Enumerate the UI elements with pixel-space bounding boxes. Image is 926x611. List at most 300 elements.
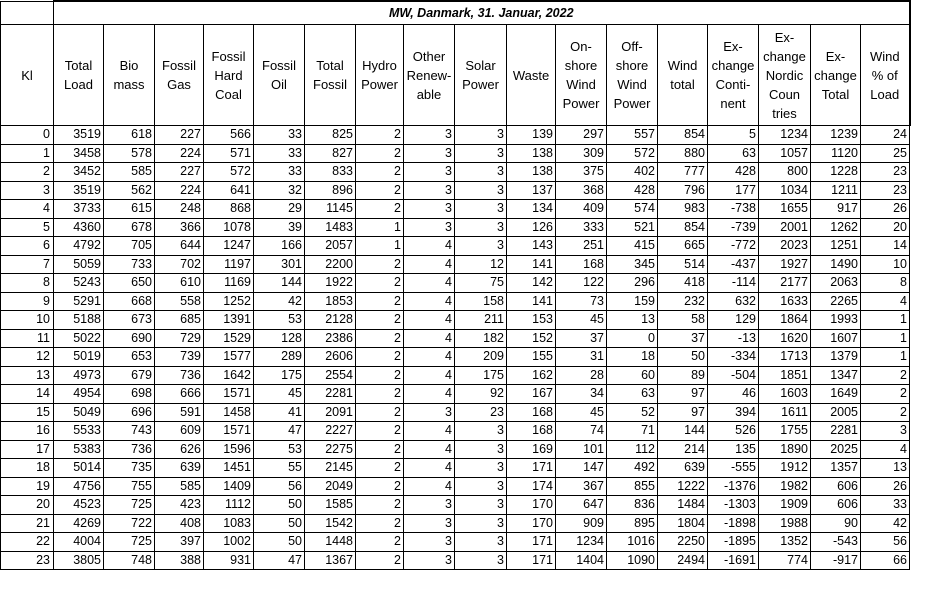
cell-waste[interactable]: 142 (507, 274, 556, 293)
cell-total-load[interactable]: 5533 (54, 422, 104, 441)
cell-waste[interactable]: 141 (507, 292, 556, 311)
cell-other-renewable[interactable]: 4 (404, 440, 455, 459)
cell-wind-pct-load[interactable]: 2 (861, 385, 910, 404)
table-title[interactable]: MW, Danmark, 31. Januar, 2022 (54, 1, 910, 25)
cell-hour[interactable]: 23 (1, 551, 54, 570)
cell-exchange-nordic[interactable]: 1713 (759, 348, 811, 367)
cell-fossil-oil[interactable]: 39 (254, 218, 305, 237)
cell-wind-pct-load[interactable]: 24 (861, 126, 910, 145)
cell-solar-power[interactable]: 3 (455, 496, 507, 515)
cell-solar-power[interactable]: 3 (455, 422, 507, 441)
cell-hour[interactable]: 7 (1, 255, 54, 274)
cell-exchange-total[interactable]: 1262 (811, 218, 861, 237)
cell-other-renewable[interactable]: 4 (404, 459, 455, 478)
cell-total-fossil[interactable]: 2554 (305, 366, 356, 385)
cell-waste[interactable]: 152 (507, 329, 556, 348)
cell-fossil-gas[interactable]: 248 (155, 200, 204, 219)
cell-exchange-continent[interactable]: -504 (708, 366, 759, 385)
cell-onshore-wind[interactable]: 31 (556, 348, 607, 367)
cell-wind-pct-load[interactable]: 26 (861, 477, 910, 496)
cell-waste[interactable]: 138 (507, 163, 556, 182)
cell-hour[interactable]: 5 (1, 218, 54, 237)
col-header-hour[interactable] (1, 25, 54, 126)
cell-waste[interactable]: 168 (507, 403, 556, 422)
cell-exchange-continent[interactable]: -739 (708, 218, 759, 237)
cell-exchange-continent[interactable]: 632 (708, 292, 759, 311)
cell-wind-total[interactable]: 665 (658, 237, 708, 256)
cell-fossil-hard-coal[interactable]: 1571 (204, 385, 254, 404)
cell-bio-mass[interactable]: 653 (104, 348, 155, 367)
cell-wind-total[interactable]: 37 (658, 329, 708, 348)
cell-total-fossil[interactable]: 1483 (305, 218, 356, 237)
cell-total-load[interactable]: 5243 (54, 274, 104, 293)
cell-offshore-wind[interactable]: 492 (607, 459, 658, 478)
cell-wind-pct-load[interactable]: 56 (861, 533, 910, 552)
cell-onshore-wind[interactable]: 375 (556, 163, 607, 182)
cell-exchange-nordic[interactable]: 1352 (759, 533, 811, 552)
cell-bio-mass[interactable]: 755 (104, 477, 155, 496)
cell-onshore-wind[interactable]: 333 (556, 218, 607, 237)
cell-fossil-gas[interactable]: 591 (155, 403, 204, 422)
cell-fossil-gas[interactable]: 408 (155, 514, 204, 533)
cell-onshore-wind[interactable]: 101 (556, 440, 607, 459)
cell-bio-mass[interactable]: 679 (104, 366, 155, 385)
cell-total-fossil[interactable]: 1542 (305, 514, 356, 533)
cell-total-fossil[interactable]: 2200 (305, 255, 356, 274)
cell-offshore-wind[interactable]: 402 (607, 163, 658, 182)
cell-wind-pct-load[interactable]: 8 (861, 274, 910, 293)
cell-total-fossil[interactable]: 2128 (305, 311, 356, 330)
cell-exchange-total[interactable]: 2025 (811, 440, 861, 459)
cell-waste[interactable]: 168 (507, 422, 556, 441)
cell-fossil-oil[interactable]: 175 (254, 366, 305, 385)
cell-exchange-continent[interactable]: -1376 (708, 477, 759, 496)
cell-fossil-gas[interactable]: 626 (155, 440, 204, 459)
cell-total-load[interactable]: 5014 (54, 459, 104, 478)
cell-waste[interactable]: 134 (507, 200, 556, 219)
cell-waste[interactable]: 141 (507, 255, 556, 274)
cell-exchange-nordic[interactable]: 1988 (759, 514, 811, 533)
cell-other-renewable[interactable]: 4 (404, 311, 455, 330)
col-header-total-fossil[interactable] (305, 25, 356, 126)
cell-fossil-hard-coal[interactable]: 1391 (204, 311, 254, 330)
cell-exchange-continent[interactable]: -555 (708, 459, 759, 478)
cell-fossil-gas[interactable]: 227 (155, 126, 204, 145)
cell-hour[interactable]: 15 (1, 403, 54, 422)
cell-bio-mass[interactable]: 585 (104, 163, 155, 182)
cell-offshore-wind[interactable]: 0 (607, 329, 658, 348)
cell-onshore-wind[interactable]: 45 (556, 403, 607, 422)
cell-other-renewable[interactable]: 3 (404, 200, 455, 219)
cell-exchange-nordic[interactable]: 800 (759, 163, 811, 182)
cell-offshore-wind[interactable]: 557 (607, 126, 658, 145)
cell-wind-pct-load[interactable]: 1 (861, 348, 910, 367)
cell-hydro-power[interactable]: 2 (356, 348, 404, 367)
cell-hydro-power[interactable]: 2 (356, 126, 404, 145)
cell-exchange-continent[interactable]: -1691 (708, 551, 759, 570)
cell-total-fossil[interactable]: 2275 (305, 440, 356, 459)
cell-exchange-nordic[interactable]: 1611 (759, 403, 811, 422)
cell-hour[interactable]: 16 (1, 422, 54, 441)
cell-wind-pct-load[interactable]: 3 (861, 422, 910, 441)
cell-total-fossil[interactable]: 896 (305, 181, 356, 200)
col-header-exchange-continent[interactable] (708, 25, 759, 126)
cell-fossil-hard-coal[interactable]: 1577 (204, 348, 254, 367)
cell-fossil-hard-coal[interactable]: 1252 (204, 292, 254, 311)
cell-hydro-power[interactable]: 2 (356, 440, 404, 459)
cell-bio-mass[interactable]: 690 (104, 329, 155, 348)
cell-hydro-power[interactable]: 2 (356, 533, 404, 552)
cell-fossil-oil[interactable]: 33 (254, 163, 305, 182)
cell-fossil-gas[interactable]: 685 (155, 311, 204, 330)
cell-onshore-wind[interactable]: 368 (556, 181, 607, 200)
cell-fossil-oil[interactable]: 41 (254, 403, 305, 422)
cell-total-load[interactable]: 5383 (54, 440, 104, 459)
cell-offshore-wind[interactable]: 71 (607, 422, 658, 441)
cell-wind-pct-load[interactable]: 4 (861, 292, 910, 311)
cell-offshore-wind[interactable]: 1090 (607, 551, 658, 570)
cell-exchange-continent[interactable]: 129 (708, 311, 759, 330)
cell-exchange-total[interactable]: 1993 (811, 311, 861, 330)
cell-exchange-nordic[interactable]: 1603 (759, 385, 811, 404)
cell-fossil-gas[interactable]: 644 (155, 237, 204, 256)
cell-solar-power[interactable]: 3 (455, 144, 507, 163)
cell-solar-power[interactable]: 75 (455, 274, 507, 293)
cell-exchange-nordic[interactable]: 1755 (759, 422, 811, 441)
cell-total-load[interactable]: 4792 (54, 237, 104, 256)
cell-fossil-gas[interactable]: 729 (155, 329, 204, 348)
col-header-solar-power[interactable] (455, 25, 507, 126)
cell-onshore-wind[interactable]: 37 (556, 329, 607, 348)
cell-exchange-continent[interactable]: 135 (708, 440, 759, 459)
cell-fossil-gas[interactable]: 609 (155, 422, 204, 441)
cell-hour[interactable]: 0 (1, 126, 54, 145)
cell-exchange-nordic[interactable]: 1633 (759, 292, 811, 311)
cell-wind-total[interactable]: 58 (658, 311, 708, 330)
cell-solar-power[interactable]: 209 (455, 348, 507, 367)
cell-waste[interactable]: 167 (507, 385, 556, 404)
cell-offshore-wind[interactable]: 521 (607, 218, 658, 237)
cell-hydro-power[interactable]: 2 (356, 163, 404, 182)
cell-waste[interactable]: 143 (507, 237, 556, 256)
cell-onshore-wind[interactable]: 309 (556, 144, 607, 163)
cell-fossil-hard-coal[interactable]: 1197 (204, 255, 254, 274)
cell-solar-power[interactable]: 3 (455, 514, 507, 533)
cell-fossil-gas[interactable]: 224 (155, 144, 204, 163)
cell-wind-total[interactable]: 97 (658, 403, 708, 422)
cell-offshore-wind[interactable]: 574 (607, 200, 658, 219)
cell-exchange-total[interactable]: 1239 (811, 126, 861, 145)
cell-fossil-oil[interactable]: 50 (254, 533, 305, 552)
cell-exchange-nordic[interactable]: 1234 (759, 126, 811, 145)
cell-fossil-gas[interactable]: 224 (155, 181, 204, 200)
cell-solar-power[interactable]: 3 (455, 551, 507, 570)
cell-fossil-oil[interactable]: 56 (254, 477, 305, 496)
col-header-other-renewable[interactable] (404, 25, 455, 126)
cell-onshore-wind[interactable]: 297 (556, 126, 607, 145)
cell-solar-power[interactable]: 3 (455, 237, 507, 256)
cell-wind-total[interactable]: 2250 (658, 533, 708, 552)
cell-fossil-gas[interactable]: 558 (155, 292, 204, 311)
cell-hour[interactable]: 1 (1, 144, 54, 163)
cell-onshore-wind[interactable]: 45 (556, 311, 607, 330)
cell-exchange-total[interactable]: -917 (811, 551, 861, 570)
cell-fossil-gas[interactable]: 397 (155, 533, 204, 552)
cell-hour[interactable]: 22 (1, 533, 54, 552)
cell-other-renewable[interactable]: 3 (404, 551, 455, 570)
cell-solar-power[interactable]: 211 (455, 311, 507, 330)
cell-wind-total[interactable]: 232 (658, 292, 708, 311)
cell-exchange-continent[interactable]: -1898 (708, 514, 759, 533)
cell-exchange-total[interactable]: 1251 (811, 237, 861, 256)
cell-fossil-hard-coal[interactable]: 1169 (204, 274, 254, 293)
cell-fossil-hard-coal[interactable]: 1078 (204, 218, 254, 237)
cell-solar-power[interactable]: 3 (455, 440, 507, 459)
cell-bio-mass[interactable]: 748 (104, 551, 155, 570)
cell-hour[interactable]: 13 (1, 366, 54, 385)
cell-hydro-power[interactable]: 2 (356, 477, 404, 496)
cell-fossil-hard-coal[interactable]: 1571 (204, 422, 254, 441)
cell-other-renewable[interactable]: 4 (404, 292, 455, 311)
cell-fossil-gas[interactable]: 739 (155, 348, 204, 367)
cell-wind-total[interactable]: 89 (658, 366, 708, 385)
cell-exchange-total[interactable]: 1120 (811, 144, 861, 163)
cell-exchange-nordic[interactable]: 1655 (759, 200, 811, 219)
cell-onshore-wind[interactable]: 34 (556, 385, 607, 404)
cell-exchange-continent[interactable]: -13 (708, 329, 759, 348)
cell-solar-power[interactable]: 3 (455, 126, 507, 145)
cell-bio-mass[interactable]: 743 (104, 422, 155, 441)
cell-solar-power[interactable]: 12 (455, 255, 507, 274)
cell-other-renewable[interactable]: 4 (404, 329, 455, 348)
cell-hydro-power[interactable]: 2 (356, 292, 404, 311)
cell-hour[interactable]: 3 (1, 181, 54, 200)
cell-bio-mass[interactable]: 725 (104, 533, 155, 552)
cell-hydro-power[interactable]: 2 (356, 200, 404, 219)
cell-exchange-total[interactable]: 1228 (811, 163, 861, 182)
cell-wind-total[interactable]: 144 (658, 422, 708, 441)
cell-offshore-wind[interactable]: 428 (607, 181, 658, 200)
cell-fossil-oil[interactable]: 47 (254, 422, 305, 441)
cell-exchange-total[interactable]: 1347 (811, 366, 861, 385)
cell-onshore-wind[interactable]: 647 (556, 496, 607, 515)
cell-exchange-nordic[interactable]: 1864 (759, 311, 811, 330)
cell-hydro-power[interactable]: 2 (356, 403, 404, 422)
cell-hour[interactable]: 14 (1, 385, 54, 404)
cell-exchange-total[interactable]: 1490 (811, 255, 861, 274)
cell-exchange-nordic[interactable]: 1890 (759, 440, 811, 459)
cell-fossil-oil[interactable]: 128 (254, 329, 305, 348)
cell-fossil-gas[interactable]: 227 (155, 163, 204, 182)
cell-hour[interactable]: 18 (1, 459, 54, 478)
col-header-waste[interactable] (507, 25, 556, 126)
col-header-hydro-power[interactable] (356, 25, 404, 126)
cell-wind-total[interactable]: 854 (658, 218, 708, 237)
col-header-wind-total[interactable] (658, 25, 708, 126)
cell-total-fossil[interactable]: 2145 (305, 459, 356, 478)
cell-wind-pct-load[interactable]: 42 (861, 514, 910, 533)
cell-hydro-power[interactable]: 1 (356, 237, 404, 256)
cell-fossil-hard-coal[interactable]: 1247 (204, 237, 254, 256)
cell-offshore-wind[interactable]: 855 (607, 477, 658, 496)
cell-onshore-wind[interactable]: 122 (556, 274, 607, 293)
cell-hydro-power[interactable]: 2 (356, 385, 404, 404)
cell-other-renewable[interactable]: 3 (404, 126, 455, 145)
cell-other-renewable[interactable]: 3 (404, 496, 455, 515)
cell-exchange-total[interactable]: 90 (811, 514, 861, 533)
cell-wind-pct-load[interactable]: 66 (861, 551, 910, 570)
cell-total-fossil[interactable]: 2227 (305, 422, 356, 441)
cell-fossil-oil[interactable]: 45 (254, 385, 305, 404)
cell-fossil-oil[interactable]: 47 (254, 551, 305, 570)
cell-solar-power[interactable]: 3 (455, 181, 507, 200)
cell-hour[interactable]: 4 (1, 200, 54, 219)
cell-wind-pct-load[interactable]: 33 (861, 496, 910, 515)
corner-cell[interactable] (1, 1, 54, 25)
cell-hydro-power[interactable]: 2 (356, 366, 404, 385)
cell-hour[interactable]: 6 (1, 237, 54, 256)
cell-onshore-wind[interactable]: 409 (556, 200, 607, 219)
cell-wind-total[interactable]: 97 (658, 385, 708, 404)
cell-hydro-power[interactable]: 2 (356, 514, 404, 533)
cell-total-fossil[interactable]: 1922 (305, 274, 356, 293)
cell-exchange-continent[interactable]: -1895 (708, 533, 759, 552)
cell-exchange-continent[interactable]: -114 (708, 274, 759, 293)
cell-hydro-power[interactable]: 1 (356, 218, 404, 237)
col-header-total-load[interactable] (54, 25, 104, 126)
cell-total-load[interactable]: 3733 (54, 200, 104, 219)
cell-total-fossil[interactable]: 2091 (305, 403, 356, 422)
cell-fossil-hard-coal[interactable]: 1642 (204, 366, 254, 385)
cell-bio-mass[interactable]: 725 (104, 496, 155, 515)
cell-onshore-wind[interactable]: 28 (556, 366, 607, 385)
cell-bio-mass[interactable]: 618 (104, 126, 155, 145)
cell-other-renewable[interactable]: 4 (404, 422, 455, 441)
cell-hydro-power[interactable]: 2 (356, 311, 404, 330)
cell-offshore-wind[interactable]: 63 (607, 385, 658, 404)
cell-offshore-wind[interactable]: 345 (607, 255, 658, 274)
cell-bio-mass[interactable]: 733 (104, 255, 155, 274)
cell-hydro-power[interactable]: 2 (356, 551, 404, 570)
cell-total-load[interactable]: 3805 (54, 551, 104, 570)
cell-fossil-gas[interactable]: 666 (155, 385, 204, 404)
cell-wind-total[interactable]: 2494 (658, 551, 708, 570)
cell-total-load[interactable]: 3519 (54, 181, 104, 200)
cell-exchange-total[interactable]: 2063 (811, 274, 861, 293)
cell-total-load[interactable]: 5022 (54, 329, 104, 348)
cell-other-renewable[interactable]: 3 (404, 533, 455, 552)
cell-fossil-hard-coal[interactable]: 1083 (204, 514, 254, 533)
cell-fossil-oil[interactable]: 289 (254, 348, 305, 367)
cell-total-fossil[interactable]: 2386 (305, 329, 356, 348)
cell-hydro-power[interactable]: 2 (356, 422, 404, 441)
cell-exchange-total[interactable]: 1649 (811, 385, 861, 404)
cell-solar-power[interactable]: 23 (455, 403, 507, 422)
cell-exchange-nordic[interactable]: 1927 (759, 255, 811, 274)
cell-solar-power[interactable]: 3 (455, 163, 507, 182)
cell-fossil-oil[interactable]: 301 (254, 255, 305, 274)
cell-total-load[interactable]: 4004 (54, 533, 104, 552)
cell-exchange-nordic[interactable]: 1909 (759, 496, 811, 515)
cell-other-renewable[interactable]: 3 (404, 218, 455, 237)
cell-other-renewable[interactable]: 3 (404, 144, 455, 163)
cell-bio-mass[interactable]: 722 (104, 514, 155, 533)
cell-fossil-oil[interactable]: 55 (254, 459, 305, 478)
cell-other-renewable[interactable]: 4 (404, 255, 455, 274)
cell-exchange-total[interactable]: 1379 (811, 348, 861, 367)
cell-total-fossil[interactable]: 1853 (305, 292, 356, 311)
cell-exchange-total[interactable]: 1607 (811, 329, 861, 348)
cell-onshore-wind[interactable]: 73 (556, 292, 607, 311)
cell-exchange-total[interactable]: 1211 (811, 181, 861, 200)
cell-total-fossil[interactable]: 2281 (305, 385, 356, 404)
cell-exchange-continent[interactable]: 526 (708, 422, 759, 441)
cell-fossil-hard-coal[interactable]: 868 (204, 200, 254, 219)
cell-other-renewable[interactable]: 4 (404, 385, 455, 404)
cell-exchange-continent[interactable]: -1303 (708, 496, 759, 515)
cell-fossil-hard-coal[interactable]: 1529 (204, 329, 254, 348)
cell-bio-mass[interactable]: 668 (104, 292, 155, 311)
cell-wind-total[interactable]: 1222 (658, 477, 708, 496)
cell-exchange-total[interactable]: 1357 (811, 459, 861, 478)
cell-hour[interactable]: 19 (1, 477, 54, 496)
cell-exchange-total[interactable]: 606 (811, 496, 861, 515)
cell-onshore-wind[interactable]: 1234 (556, 533, 607, 552)
cell-total-load[interactable]: 5188 (54, 311, 104, 330)
cell-bio-mass[interactable]: 736 (104, 440, 155, 459)
cell-total-fossil[interactable]: 825 (305, 126, 356, 145)
cell-bio-mass[interactable]: 696 (104, 403, 155, 422)
cell-exchange-nordic[interactable]: 774 (759, 551, 811, 570)
cell-total-load[interactable]: 4973 (54, 366, 104, 385)
cell-exchange-continent[interactable]: 63 (708, 144, 759, 163)
cell-exchange-total[interactable]: 606 (811, 477, 861, 496)
cell-waste[interactable]: 169 (507, 440, 556, 459)
cell-other-renewable[interactable]: 3 (404, 181, 455, 200)
cell-offshore-wind[interactable]: 60 (607, 366, 658, 385)
cell-hour[interactable]: 9 (1, 292, 54, 311)
cell-total-fossil[interactable]: 1585 (305, 496, 356, 515)
cell-fossil-gas[interactable]: 702 (155, 255, 204, 274)
cell-total-fossil[interactable]: 1448 (305, 533, 356, 552)
cell-offshore-wind[interactable]: 415 (607, 237, 658, 256)
cell-exchange-continent[interactable]: 177 (708, 181, 759, 200)
cell-solar-power[interactable]: 175 (455, 366, 507, 385)
col-header-wind-pct-load[interactable] (861, 25, 910, 126)
cell-other-renewable[interactable]: 4 (404, 366, 455, 385)
cell-bio-mass[interactable]: 673 (104, 311, 155, 330)
cell-solar-power[interactable]: 92 (455, 385, 507, 404)
cell-fossil-oil[interactable]: 33 (254, 144, 305, 163)
cell-total-fossil[interactable]: 2049 (305, 477, 356, 496)
cell-solar-power[interactable]: 3 (455, 459, 507, 478)
cell-waste[interactable]: 162 (507, 366, 556, 385)
cell-offshore-wind[interactable]: 18 (607, 348, 658, 367)
cell-other-renewable[interactable]: 3 (404, 403, 455, 422)
cell-offshore-wind[interactable]: 895 (607, 514, 658, 533)
cell-waste[interactable]: 126 (507, 218, 556, 237)
cell-total-load[interactable]: 5019 (54, 348, 104, 367)
cell-waste[interactable]: 174 (507, 477, 556, 496)
cell-wind-pct-load[interactable]: 23 (861, 163, 910, 182)
cell-waste[interactable]: 170 (507, 514, 556, 533)
cell-exchange-continent[interactable]: -738 (708, 200, 759, 219)
cell-offshore-wind[interactable]: 112 (607, 440, 658, 459)
cell-hydro-power[interactable]: 2 (356, 181, 404, 200)
cell-other-renewable[interactable]: 4 (404, 274, 455, 293)
cell-offshore-wind[interactable]: 572 (607, 144, 658, 163)
cell-exchange-nordic[interactable]: 1912 (759, 459, 811, 478)
